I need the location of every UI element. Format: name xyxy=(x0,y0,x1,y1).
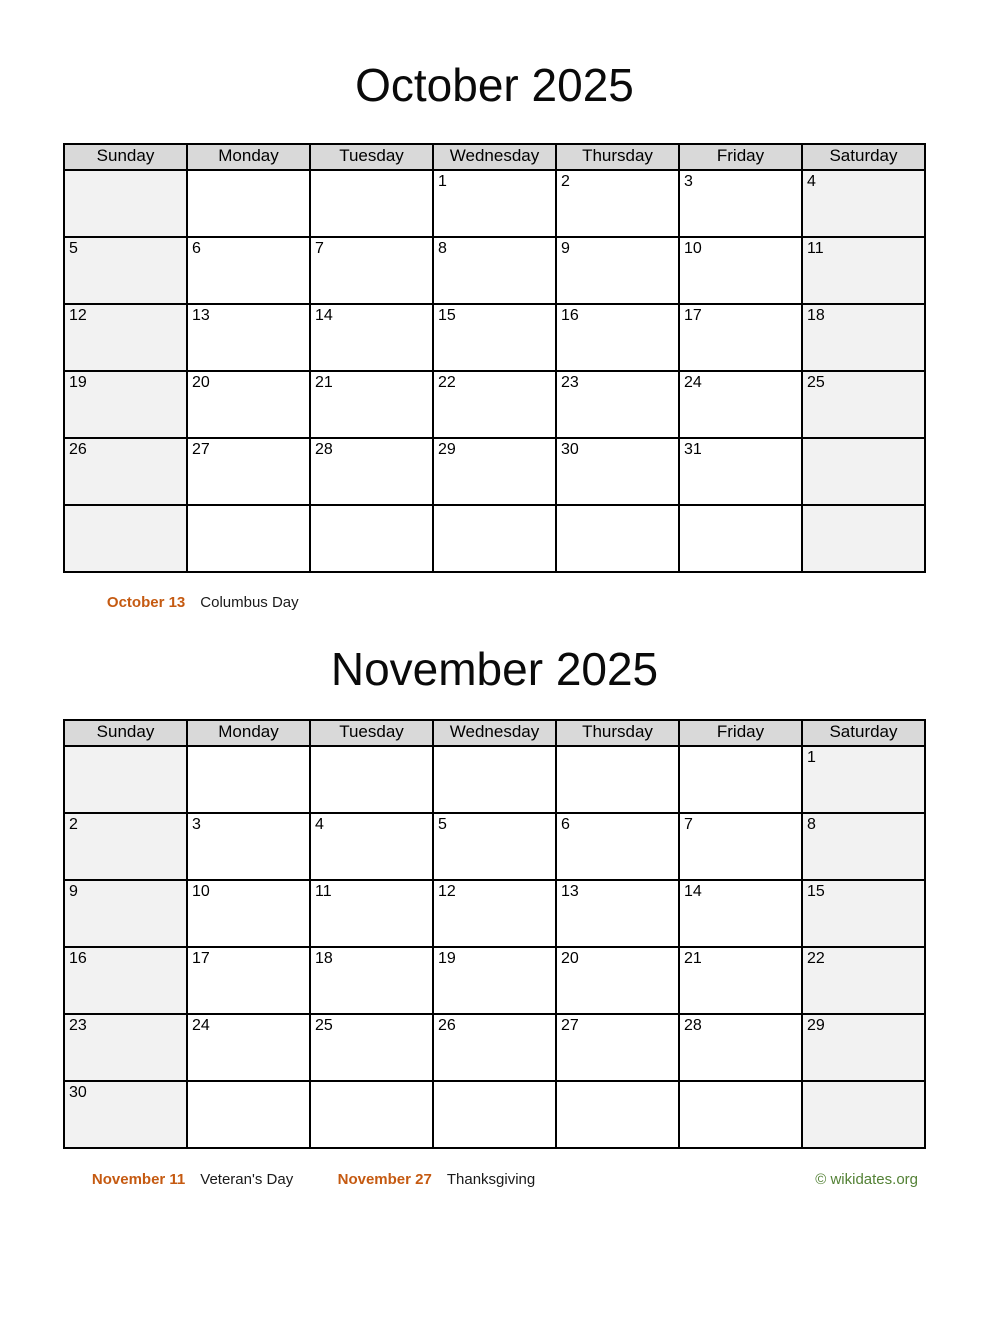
week-row xyxy=(64,880,925,947)
day-cell-empty xyxy=(556,1081,679,1148)
day-cell-25: 25 xyxy=(802,371,925,438)
holiday-date-label: November 27 xyxy=(337,1171,432,1189)
copyright: © wikidates.org xyxy=(815,1171,918,1189)
weekday-header-saturday: Saturday xyxy=(802,720,925,746)
day-cell-9: 9 xyxy=(556,237,679,304)
day-cell-25: 25 xyxy=(310,1014,433,1081)
day-cell-29: 29 xyxy=(433,438,556,505)
weekday-header-friday: Friday xyxy=(679,144,802,170)
day-cell-5: 5 xyxy=(64,237,187,304)
day-cell-13: 13 xyxy=(187,304,310,371)
week-row xyxy=(64,304,925,371)
october-holiday-legend xyxy=(63,594,926,611)
day-cell-5: 5 xyxy=(433,813,556,880)
day-cell-empty xyxy=(187,505,310,572)
week-row xyxy=(64,237,925,304)
day-cell-31: 31 xyxy=(679,438,802,505)
day-cell-10: 10 xyxy=(679,237,802,304)
day-cell-4: 4 xyxy=(802,170,925,237)
day-cell-26: 26 xyxy=(433,1014,556,1081)
month-title-november: November 2025 xyxy=(330,642,659,695)
day-cell-27: 27 xyxy=(187,438,310,505)
weekday-header-monday: Monday xyxy=(187,720,310,746)
day-cell-8: 8 xyxy=(433,237,556,304)
day-cell-20: 20 xyxy=(187,371,310,438)
week-row xyxy=(64,947,925,1014)
day-cell-empty xyxy=(64,170,187,237)
day-cell-21: 21 xyxy=(310,371,433,438)
day-cell-16: 16 xyxy=(64,947,187,1014)
day-cell-12: 12 xyxy=(433,880,556,947)
day-cell-26: 26 xyxy=(64,438,187,505)
day-cell-empty xyxy=(802,1081,925,1148)
day-cell-29: 29 xyxy=(802,1014,925,1081)
day-cell-6: 6 xyxy=(187,237,310,304)
day-cell-24: 24 xyxy=(187,1014,310,1081)
week-row xyxy=(64,371,925,438)
november-holiday-legend xyxy=(63,1171,926,1188)
week-row xyxy=(64,170,925,237)
day-cell-30: 30 xyxy=(556,438,679,505)
weekday-header-wednesday: Wednesday xyxy=(433,144,556,170)
day-cell-19: 19 xyxy=(64,371,187,438)
day-cell-empty xyxy=(310,170,433,237)
day-cell-empty xyxy=(187,170,310,237)
day-cell-9: 9 xyxy=(64,880,187,947)
day-cell-2: 2 xyxy=(556,170,679,237)
day-cell-14: 14 xyxy=(310,304,433,371)
day-cell-27: 27 xyxy=(556,1014,679,1081)
weekday-header-thursday: Thursday xyxy=(556,144,679,170)
day-cell-6: 6 xyxy=(556,813,679,880)
day-cell-13: 13 xyxy=(556,880,679,947)
day-cell-19: 19 xyxy=(433,947,556,1014)
day-cell-28: 28 xyxy=(679,1014,802,1081)
day-cell-16: 16 xyxy=(556,304,679,371)
week-row xyxy=(64,813,925,880)
day-cell-empty xyxy=(556,746,679,813)
day-cell-7: 7 xyxy=(310,237,433,304)
weekday-header-monday: Monday xyxy=(187,144,310,170)
day-cell-11: 11 xyxy=(310,880,433,947)
day-cell-empty xyxy=(310,505,433,572)
day-cell-28: 28 xyxy=(310,438,433,505)
calendar-october xyxy=(63,143,926,573)
day-cell-15: 15 xyxy=(433,304,556,371)
day-cell-11: 11 xyxy=(802,237,925,304)
day-cell-17: 17 xyxy=(679,304,802,371)
day-cell-23: 23 xyxy=(556,371,679,438)
weekday-header-row xyxy=(64,720,925,746)
day-cell-12: 12 xyxy=(64,304,187,371)
day-cell-1: 1 xyxy=(802,746,925,813)
day-cell-empty xyxy=(679,505,802,572)
weekday-header-wednesday: Wednesday xyxy=(433,720,556,746)
day-cell-23: 23 xyxy=(64,1014,187,1081)
day-cell-10: 10 xyxy=(187,880,310,947)
weekday-header-sunday: Sunday xyxy=(64,720,187,746)
day-cell-17: 17 xyxy=(187,947,310,1014)
day-cell-4: 4 xyxy=(310,813,433,880)
day-cell-empty xyxy=(556,505,679,572)
day-cell-empty xyxy=(679,746,802,813)
week-row xyxy=(64,505,925,572)
week-row xyxy=(64,746,925,813)
day-cell-7: 7 xyxy=(679,813,802,880)
day-cell-20: 20 xyxy=(556,947,679,1014)
weekday-header-tuesday: Tuesday xyxy=(310,720,433,746)
week-row xyxy=(64,1081,925,1148)
calendar-november xyxy=(63,719,926,1149)
day-cell-18: 18 xyxy=(802,304,925,371)
day-cell-empty xyxy=(310,1081,433,1148)
weekday-header-tuesday: Tuesday xyxy=(310,144,433,170)
weekday-header-sunday: Sunday xyxy=(64,144,187,170)
day-cell-empty xyxy=(187,1081,310,1148)
holiday-name: Thanksgiving xyxy=(446,1171,536,1189)
day-cell-empty xyxy=(802,505,925,572)
day-cell-1: 1 xyxy=(433,170,556,237)
day-cell-21: 21 xyxy=(679,947,802,1014)
day-cell-empty xyxy=(64,505,187,572)
month-october xyxy=(63,60,926,611)
week-row xyxy=(64,438,925,505)
day-cell-empty xyxy=(310,746,433,813)
weekday-header-row xyxy=(64,144,925,170)
month-november xyxy=(63,644,926,1189)
day-cell-30: 30 xyxy=(64,1081,187,1148)
day-cell-2: 2 xyxy=(64,813,187,880)
day-cell-empty xyxy=(187,746,310,813)
day-cell-14: 14 xyxy=(679,880,802,947)
day-cell-3: 3 xyxy=(187,813,310,880)
day-cell-22: 22 xyxy=(802,947,925,1014)
day-cell-empty xyxy=(64,746,187,813)
day-cell-8: 8 xyxy=(802,813,925,880)
day-cell-18: 18 xyxy=(310,947,433,1014)
day-cell-empty xyxy=(433,505,556,572)
holiday-name: Veteran's Day xyxy=(200,1171,294,1189)
weekday-header-saturday: Saturday xyxy=(802,144,925,170)
calendar-page xyxy=(0,60,989,1188)
day-cell-empty xyxy=(433,746,556,813)
weekday-header-friday: Friday xyxy=(679,720,802,746)
holiday-date-label: November 11 xyxy=(91,1171,186,1189)
day-cell-empty xyxy=(433,1081,556,1148)
week-row xyxy=(64,1014,925,1081)
day-cell-24: 24 xyxy=(679,371,802,438)
day-cell-15: 15 xyxy=(802,880,925,947)
day-cell-3: 3 xyxy=(679,170,802,237)
month-title-october: October 2025 xyxy=(355,59,634,111)
day-cell-empty xyxy=(802,438,925,505)
day-cell-empty xyxy=(679,1081,802,1148)
weekday-header-thursday: Thursday xyxy=(556,720,679,746)
day-cell-22: 22 xyxy=(433,371,556,438)
holiday-date-label: October 13 xyxy=(106,593,186,611)
holiday-name: Columbus Day xyxy=(200,593,299,611)
